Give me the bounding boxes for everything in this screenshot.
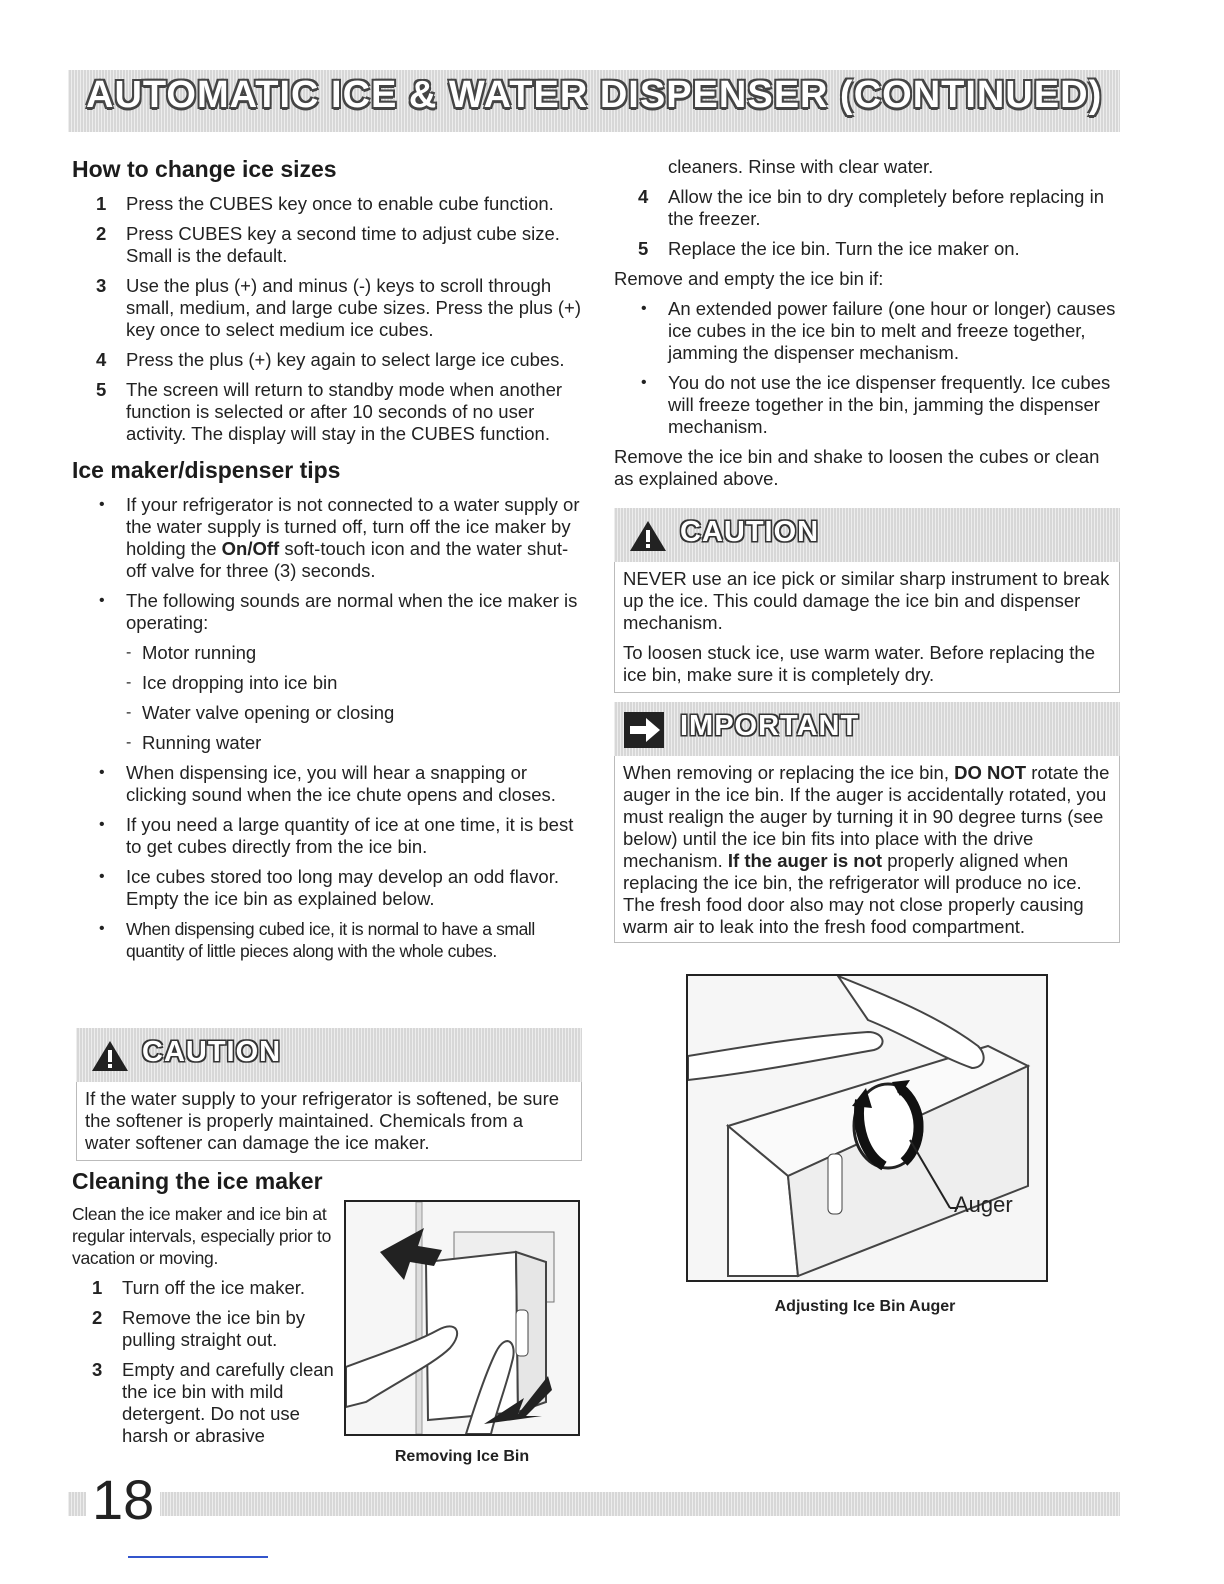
step-text: Allow the ice bin to dry completely before replacing in the freezer.	[668, 186, 1105, 229]
important-header	[614, 702, 1120, 756]
step-text: The screen will return to standby mode when another function is selected or after 10 seconds of no user activity. The display will stay in the CUBES function.	[126, 379, 563, 444]
tip-text: If your refrigerator is not connected to a water supply or the water supply is turned off, turn off the ice maker by holding the	[126, 494, 580, 559]
caution-body	[614, 562, 1120, 693]
footer-rule	[128, 1556, 268, 1558]
list-item: - Motor running	[72, 642, 582, 664]
list-item	[72, 223, 582, 267]
list-item	[614, 186, 1120, 230]
step-number: 1	[96, 193, 107, 214]
caution-box-right	[614, 508, 1120, 693]
list-item	[68, 1277, 342, 1299]
auger-figure-caption: Adjusting Ice Bin Auger	[774, 1298, 956, 1315]
on-off-label: On/Off	[221, 538, 280, 559]
list-item: - Running water	[72, 732, 582, 754]
caution-header	[76, 1028, 582, 1082]
list-item: - Ice dropping into ice bin	[72, 672, 582, 694]
step-number: 5	[96, 379, 107, 400]
cleaning-steps	[68, 1277, 342, 1447]
list-item	[614, 238, 1120, 260]
tip-text: soft-touch icon and the water shut-off valve for three (3) seconds.	[126, 538, 569, 581]
step-text: Replace the ice bin. Turn the ice maker on.	[668, 238, 1020, 259]
tips-list	[72, 494, 582, 634]
list-item: • When dispensing cubed ice, it is normal to have a small quantity of little pieces along with the whole cubes.	[72, 918, 582, 962]
auger-illustration	[688, 976, 1046, 1280]
list-item	[68, 1359, 342, 1447]
ice-bin-removal-illustration	[346, 1202, 578, 1434]
left-column	[72, 156, 582, 970]
warning-icon	[628, 519, 668, 553]
step-number: 3	[96, 275, 107, 296]
list-item	[72, 193, 582, 215]
cleaning-intro: Clean the ice maker and ice bin at regular intervals, especially prior to vacation or moving.	[72, 1204, 331, 1268]
list-item: • If you need a large quantity of ice at one time, it is best to get cubes directly from the ice bin.	[72, 814, 582, 858]
caution-text: NEVER use an ice pick or similar sharp instrument to break up the ice. This could damage the ice bin and dispenser mechanism.	[623, 568, 1110, 633]
right-column	[614, 156, 1120, 498]
warning-icon	[90, 1039, 130, 1073]
caution-text: If the water supply to your refrigerator is softened, be sure the softener is properly maintained. Chemicals from a water softener can damage the ice maker.	[85, 1088, 560, 1153]
caution-text: To loosen stuck ice, use warm water. Before replacing the ice bin, make sure it is completely dry.	[623, 642, 1095, 685]
auger-warning-label: If the auger is not	[727, 850, 883, 871]
step-number: 1	[92, 1277, 103, 1298]
list-item	[72, 494, 582, 582]
step-text: Press CUBES key a second time to adjust cube size. Small is the default.	[126, 223, 560, 266]
step-number: 5	[638, 238, 649, 259]
sounds-list	[72, 642, 582, 754]
list-item: • You do not use the ice dispenser frequently. Ice cubes will freeze together in the bin, jamming the dispenser mechanism.	[614, 372, 1120, 438]
removing-ice-bin-caption: Removing Ice Bin	[394, 1448, 530, 1465]
section-banner	[68, 70, 1120, 132]
important-text: rotate the auger in the ice bin. If the auger is accidentally rotated, you must realign the auger by turning it in 90 degree turns (see below) until the ice bin fits into place with the drive mechanism.	[623, 762, 1110, 871]
important-text: properly aligned when replacing the ice bin, the refrigerator will produce no ice. The fresh food door also may not close properly causing warm air to leak into the fresh food compartment.	[623, 850, 1084, 937]
important-body	[614, 756, 1120, 943]
auger-figure	[686, 974, 1048, 1282]
step-text: Turn off the ice maker.	[122, 1277, 306, 1298]
caution-title: CAUTION	[142, 1036, 282, 1068]
step-text: Press the plus (+) key again to select large ice cubes.	[126, 349, 565, 370]
important-title: IMPORTANT	[680, 710, 860, 742]
list-item: - Water valve opening or closing	[72, 702, 582, 724]
list-item: • An extended power failure (one hour or longer) causes ice cubes in the ice bin to melt and freeze together, jamming the dispenser mechanism.	[614, 298, 1120, 364]
cleaning-continued: cleaners. Rinse with clear water.	[668, 156, 934, 177]
list-item	[72, 349, 582, 371]
important-box	[614, 702, 1120, 943]
cleaning-section	[72, 1168, 342, 1455]
caution-title: CAUTION	[680, 516, 820, 548]
tip-text: The following sounds are normal when the ice maker is operating:	[126, 590, 578, 633]
step-text: Empty and carefully clean the ice bin with mild detergent. Do not use harsh or abrasive	[122, 1359, 334, 1446]
important-text: When removing or replacing the ice bin,	[623, 762, 955, 783]
tips-list-continued	[72, 762, 582, 962]
list-item: • When dispensing ice, you will hear a snapping or clicking sound when the ice chute opens and closes.	[72, 762, 582, 806]
list-item	[68, 1307, 342, 1351]
list-item: • Ice cubes stored too long may develop an odd flavor. Empty the ice bin as explained below.	[72, 866, 582, 910]
page-number: 18	[86, 1468, 160, 1532]
auger-label: Auger	[954, 1192, 1013, 1217]
step-number: 2	[92, 1307, 103, 1328]
empty-bin-outro: Remove the ice bin and shake to loosen the cubes or clean as explained above.	[614, 446, 1100, 489]
caution-header	[614, 508, 1120, 562]
step-text: Remove the ice bin by pulling straight out.	[122, 1307, 306, 1350]
step-text: Press the CUBES key once to enable cube function.	[126, 193, 554, 214]
empty-bin-intro: Remove and empty the ice bin if:	[614, 268, 884, 289]
do-not-label: DO NOT	[954, 762, 1027, 783]
step-number: 4	[638, 186, 649, 207]
ice-sizes-heading: How to change ice sizes	[72, 156, 337, 182]
removing-ice-bin-figure	[344, 1200, 580, 1436]
ice-sizes-steps	[72, 193, 582, 445]
cleaning-heading: Cleaning the ice maker	[72, 1168, 323, 1194]
step-number: 3	[92, 1359, 103, 1380]
arrow-right-icon	[624, 712, 664, 748]
cleaning-steps-continued	[614, 186, 1120, 260]
step-number: 2	[96, 223, 107, 244]
caution-body	[76, 1082, 582, 1161]
step-number: 4	[96, 349, 107, 370]
step-text: Use the plus (+) and minus (-) keys to scroll through small, medium, and large cube sizes. Press the plus (+) key once to select medium ice cubes.	[126, 275, 581, 340]
list-item	[72, 379, 582, 445]
caution-box-left	[76, 1028, 582, 1161]
list-item	[72, 590, 582, 634]
empty-bin-reasons	[614, 298, 1120, 438]
footer-bar	[68, 1492, 1120, 1516]
list-item	[72, 275, 582, 341]
tips-heading: Ice maker/dispenser tips	[72, 457, 341, 483]
page-title: AUTOMATIC ICE & WATER DISPENSER (CONTINUED)	[86, 74, 1103, 116]
